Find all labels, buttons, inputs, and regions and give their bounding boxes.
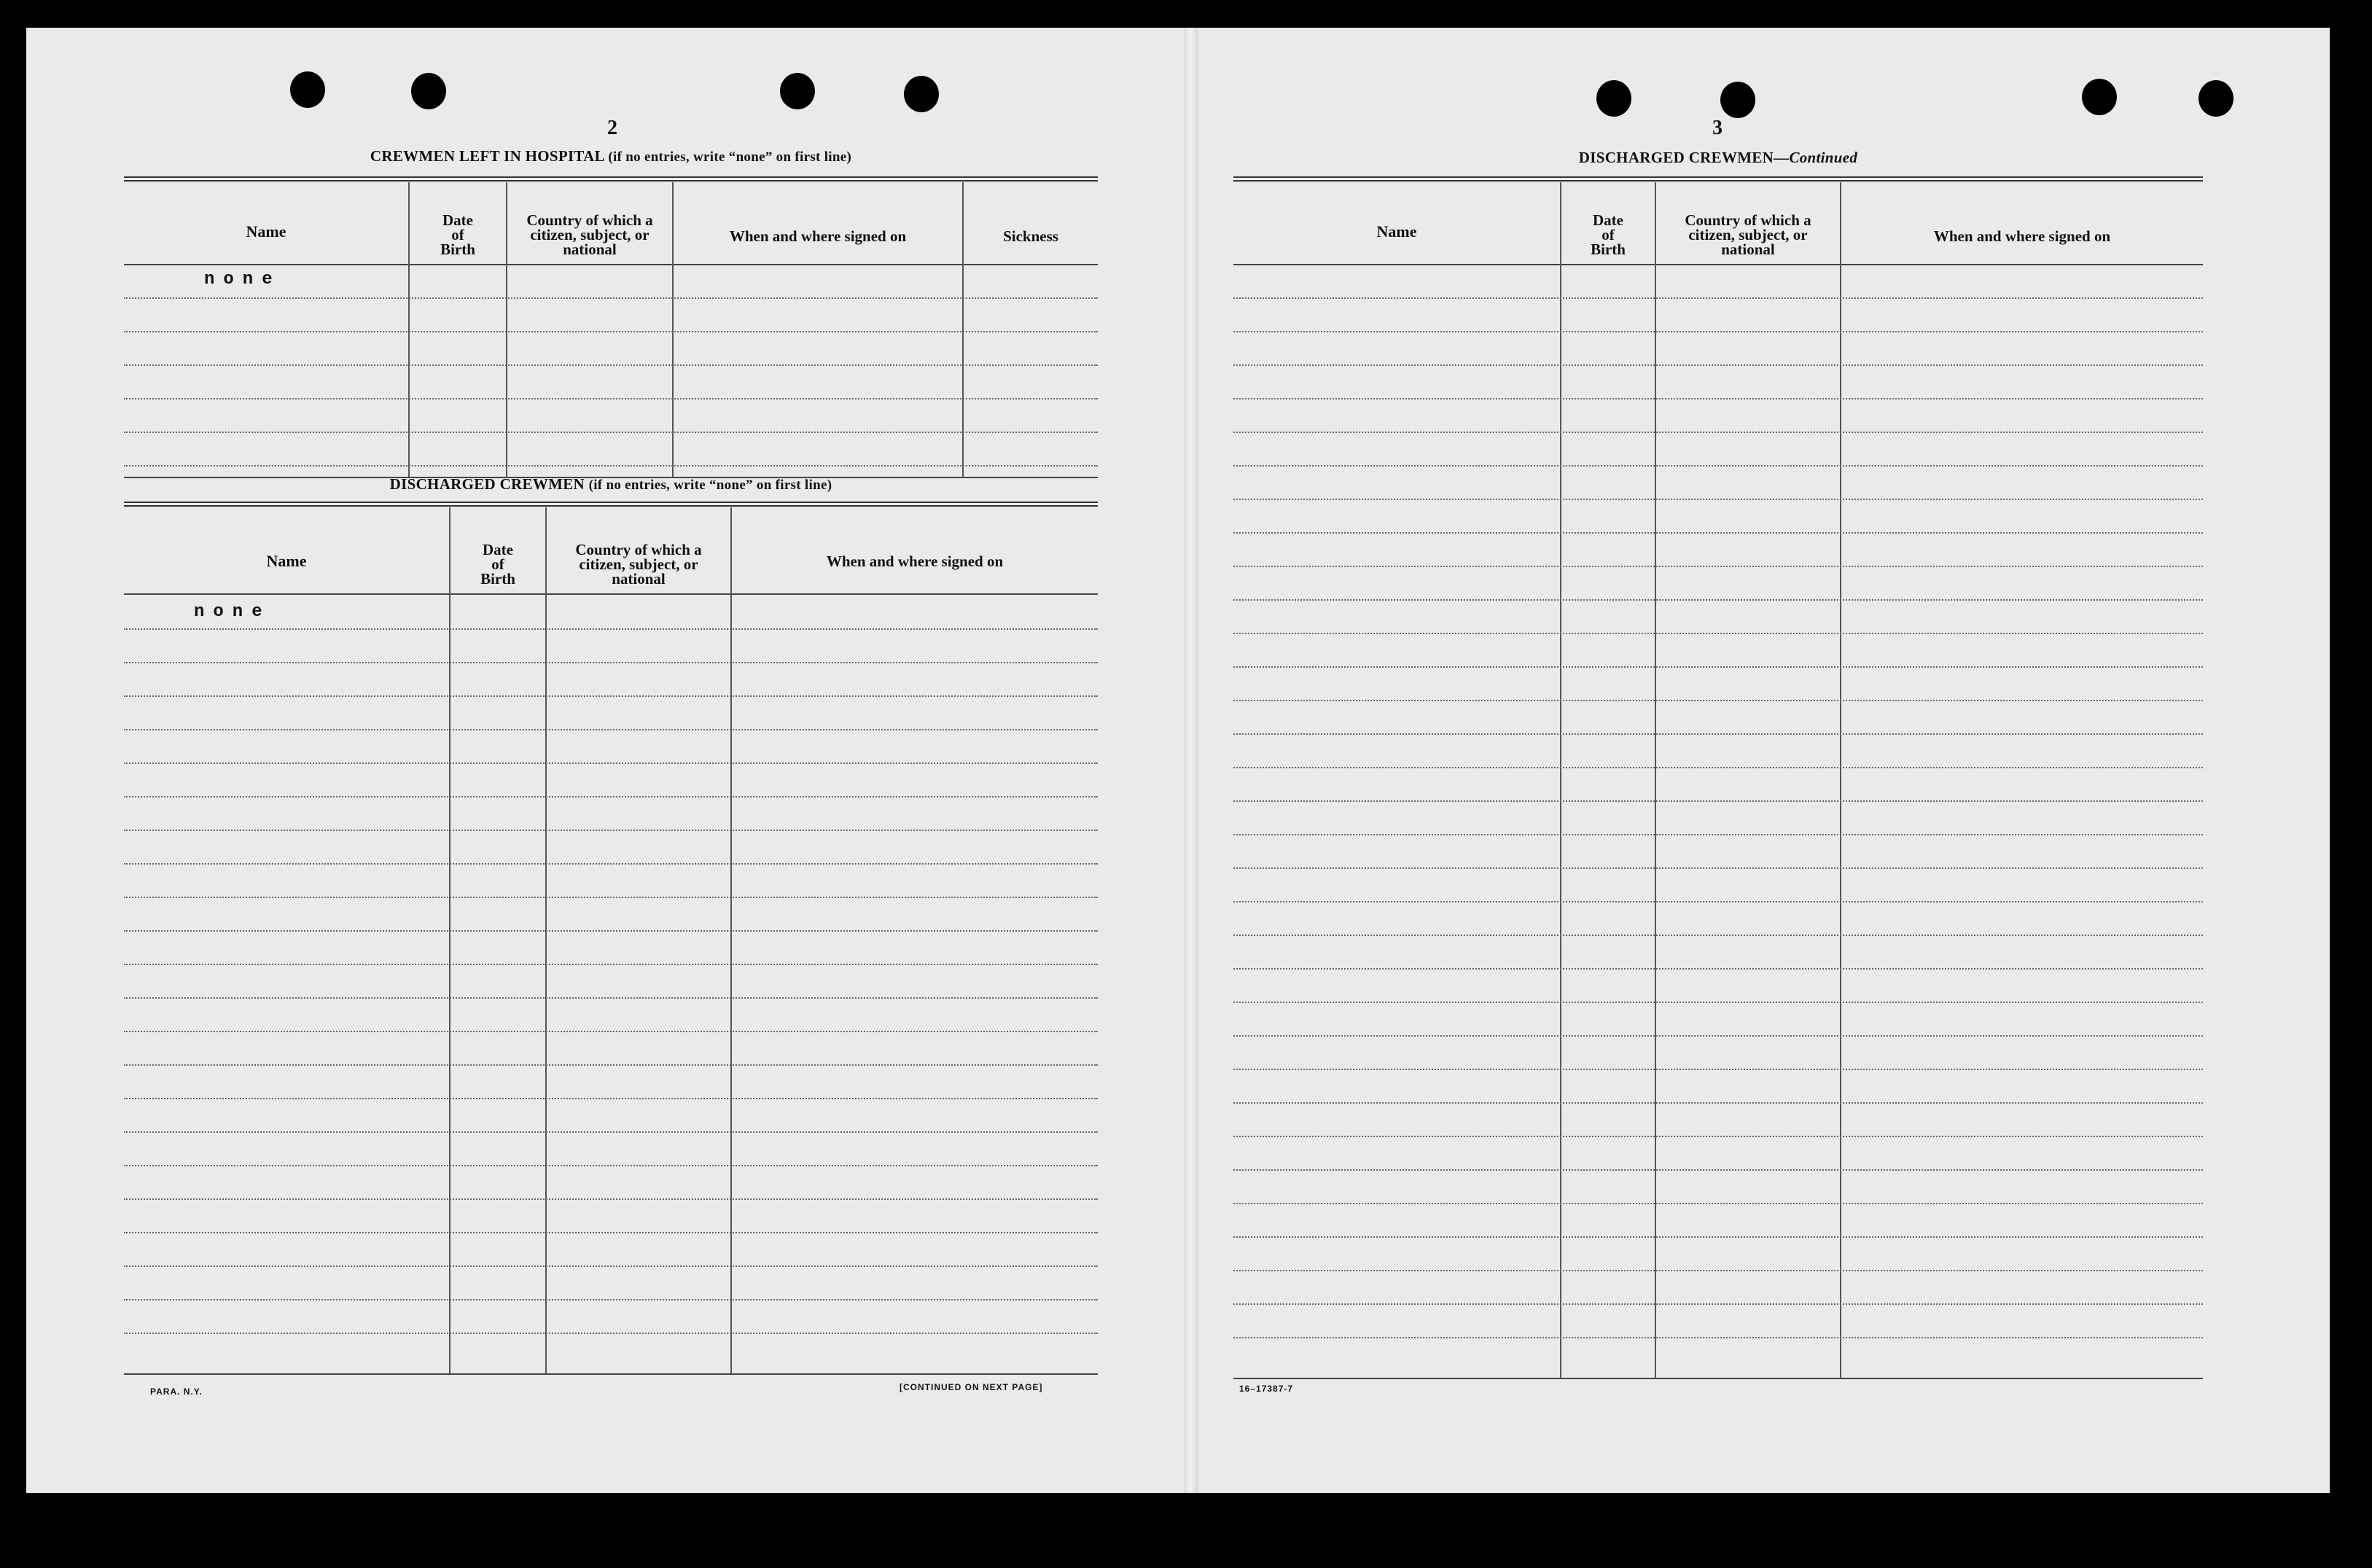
table-row-line [1233, 1069, 2203, 1070]
col-header-country: Country of which a citizen, subject, or national [526, 211, 653, 258]
discharged-section-title [124, 475, 1098, 494]
table-row-line [1233, 566, 2203, 567]
table-row-line [124, 796, 1098, 797]
discharged-continued-title-text: DISCHARGED CREWMEN [1578, 149, 1774, 166]
table-row-line [124, 1299, 1098, 1300]
table-row-line [124, 997, 1098, 999]
hospital-section-title [124, 147, 1098, 165]
table-row-line [1233, 767, 2203, 768]
table-row-line [1233, 532, 2203, 534]
table-row-line [124, 432, 1098, 433]
discharged-entry: none [194, 602, 271, 622]
table-row-line [1233, 1270, 2203, 1271]
table-top-rule [124, 502, 1098, 507]
table-row-line [1233, 1337, 2203, 1338]
table-row-line [124, 964, 1098, 965]
hospital-table [124, 176, 1098, 483]
punch-hole [1596, 80, 1631, 117]
table-row-line [1233, 1002, 2203, 1003]
table-row-line [1233, 297, 2203, 299]
table-row-line [124, 398, 1098, 399]
footer-form-number: 16–17387-7 [1239, 1384, 1294, 1394]
table-row-line [124, 331, 1098, 332]
table-row-line [124, 628, 1098, 630]
table-row-line [124, 1232, 1098, 1233]
hospital-title-note: (if no entries, write “none” on first line) [608, 149, 852, 165]
table-row-line [124, 1333, 1098, 1334]
table-row-line [1233, 331, 2203, 332]
table-row-line [1233, 867, 2203, 869]
col-header-sickness: Sickness [1003, 227, 1058, 245]
table-row-line [124, 930, 1098, 932]
punch-hole [2199, 80, 2233, 117]
table-bottom-rule [1233, 1378, 2203, 1379]
table-row-line [124, 695, 1098, 697]
punch-hole [1720, 82, 1755, 118]
table-row-line [124, 863, 1098, 865]
table-row-line [124, 729, 1098, 730]
hospital-title-text: CREWMEN LEFT IN HOSPITAL [370, 147, 604, 165]
col-divider [545, 507, 547, 1373]
table-top-rule [124, 176, 1098, 182]
table-row-line [1233, 666, 2203, 668]
table-row-line [1233, 398, 2203, 399]
table-row-line [1233, 935, 2203, 936]
header-bottom-rule [124, 264, 1098, 265]
col-divider [449, 507, 450, 1373]
col-header-name: Name [246, 222, 286, 241]
page-number: 2 [607, 117, 617, 139]
table-row-line [124, 1031, 1098, 1032]
table-row-line [124, 897, 1098, 898]
table-row-line [1233, 465, 2203, 467]
table-row-line [124, 1165, 1098, 1166]
table-row-line [124, 662, 1098, 663]
table-row-line [124, 297, 1098, 299]
table-row-line [1233, 1136, 2203, 1137]
table-row-line [1233, 1236, 2203, 1238]
discharged-title-note: (if no entries, write “none” on first line) [588, 477, 832, 493]
table-row-line [1233, 1203, 2203, 1204]
table-row-line [1233, 834, 2203, 835]
table-row-line [1233, 432, 2203, 433]
table-row-line [124, 465, 1098, 467]
hospital-entry: none [204, 270, 281, 289]
table-row-line [1233, 901, 2203, 902]
col-header-name: Name [266, 552, 307, 570]
table-row-line [1233, 733, 2203, 735]
discharged-table [124, 502, 1098, 1405]
col-header-when-where: When and where signed on [826, 553, 1004, 570]
table-row-line [1233, 599, 2203, 601]
table-row-line [124, 1098, 1098, 1099]
table-row-line [1233, 1102, 2203, 1104]
discharged-continued-table [1233, 176, 2203, 1386]
footer-continued-note: [CONTINUED ON NEXT PAGE] [900, 1382, 1043, 1392]
col-divider [1840, 182, 1841, 1378]
col-header-country: Country of which a citizen, subject, or national [575, 541, 702, 588]
continued-suffix: —Continued [1774, 149, 1858, 166]
table-row-line [124, 830, 1098, 831]
col-header-name: Name [1376, 222, 1417, 241]
col-divider [730, 507, 732, 1373]
col-header-country: Country of which a citizen, subject, or national [1685, 211, 1811, 258]
punch-hole [904, 76, 939, 112]
footer-printer-mark: PARA. N.Y. [150, 1386, 203, 1397]
col-divider [1655, 182, 1656, 1378]
table-row-line [1233, 1303, 2203, 1305]
table-row-line [1233, 633, 2203, 634]
table-row-line [1233, 968, 2203, 970]
table-row-line [124, 1064, 1098, 1066]
col-divider [1560, 182, 1561, 1378]
table-row-line [124, 1131, 1098, 1133]
punch-hole [290, 71, 325, 108]
punch-hole [780, 73, 815, 109]
table-row-line [1233, 499, 2203, 500]
table-top-rule [1233, 176, 2203, 182]
table-bottom-rule [124, 1373, 1098, 1375]
table-row-line [1233, 1035, 2203, 1037]
col-header-date-of-birth: Date of Birth [480, 541, 515, 588]
table-row-line [124, 1265, 1098, 1267]
table-row-line [124, 762, 1098, 764]
discharged-title-text: DISCHARGED CREWMEN [389, 475, 585, 493]
table-row-line [1233, 364, 2203, 366]
col-header-when-where: When and where signed on [729, 227, 907, 245]
table-row-line [1233, 800, 2203, 802]
punch-hole [411, 73, 446, 109]
page-fold [1184, 28, 1198, 1493]
punch-hole [2082, 79, 2117, 115]
page-number: 3 [1712, 117, 1723, 139]
header-bottom-rule [1233, 264, 2203, 265]
col-header-date-of-birth: Date of Birth [440, 211, 475, 258]
table-row-line [124, 1198, 1098, 1200]
discharged-continued-title [1233, 149, 2203, 167]
col-header-when-where: When and where signed on [1933, 227, 2111, 245]
header-bottom-rule [124, 593, 1098, 595]
col-header-date-of-birth: Date of Birth [1591, 211, 1626, 258]
table-row-line [124, 364, 1098, 366]
table-row-line [1233, 1169, 2203, 1171]
table-row-line [1233, 700, 2203, 701]
